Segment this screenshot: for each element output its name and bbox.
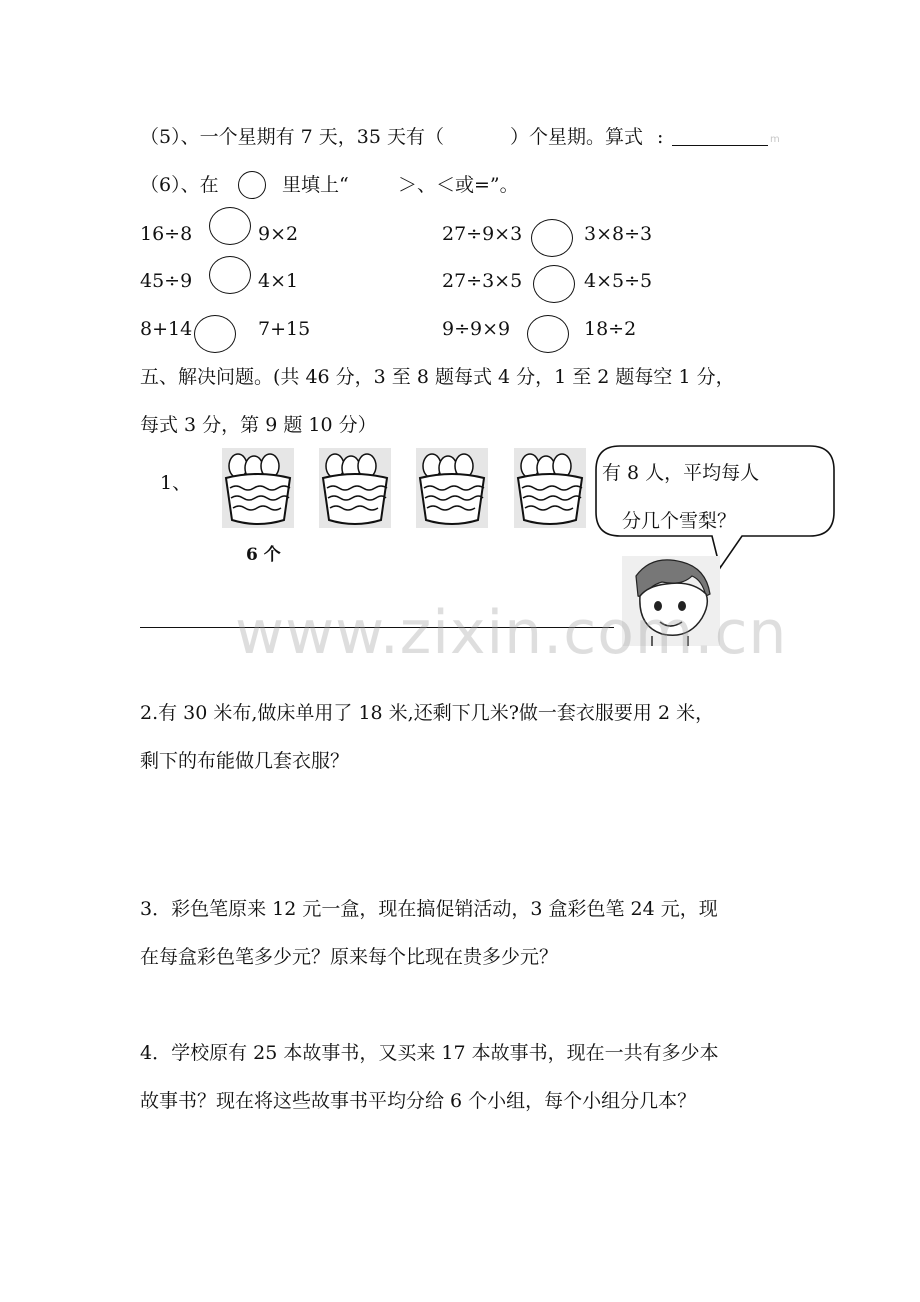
compare-left-1-circle[interactable] (209, 207, 251, 245)
problem3-line2: 在每盒彩色笔多少元？原来每个比现在贵多少元？ (140, 946, 559, 968)
pear-basket-image (416, 448, 488, 528)
compare-right-3-b: 18÷2 (584, 318, 637, 340)
problem4-line2: 故事书？现在将这些故事书平均分给 6 个小组，每个小组分几本？ (140, 1090, 697, 1112)
compare-right-2-a: 27÷3×5 (442, 270, 523, 292)
compare-right-3-circle[interactable] (527, 315, 569, 353)
compare-left-2-circle[interactable] (209, 256, 251, 294)
pear-basket-image (319, 448, 391, 528)
problem4-line1: 4．学校原有 25 本故事书，又买来 17 本故事书，现在一共有多少本 (140, 1042, 719, 1064)
q5-prefix: （5）、一个星期有 7 天，35 天有（ (140, 126, 444, 148)
compare-left-1-b: 9×2 (258, 223, 299, 245)
q5-colon: : (657, 126, 664, 148)
section5-heading-line1: 五、解决问题。(共 46 分，3 至 8 题每式 4 分，1 至 2 题每空 1 分， (140, 366, 735, 388)
bubble-text-line1: 有 8 人，平均每人 (602, 462, 760, 484)
compare-right-2-b: 4×5÷5 (584, 270, 653, 292)
compare-left-1-a: 16÷8 (140, 223, 193, 245)
problem2-line1: 2.有 30 米布,做床单用了 18 米,还剩下几米?做一套衣服要用 2 米， (140, 702, 715, 724)
pear-basket-image (514, 448, 586, 528)
q6-symbols: ＞、＜或=”。 (398, 174, 519, 196)
compare-right-2-circle[interactable] (533, 265, 575, 303)
problem3-line1: 3．彩色笔原来 12 元一盒，现在搞促销活动，3 盒彩色笔 24 元，现 (140, 898, 718, 920)
problem2-line2: 剩下的布能做几套衣服？ (140, 750, 350, 772)
compare-right-1-circle[interactable] (531, 219, 573, 257)
problem1-number: 1、 (160, 472, 192, 494)
bubble-text-line2: 分几个雪梨？ (622, 510, 737, 532)
site-watermark: www.zixin.com.cn (235, 598, 788, 668)
q6-example-circle (238, 171, 266, 199)
pear-basket-image (222, 448, 294, 528)
compare-left-3-b: 7+15 (258, 318, 311, 340)
q6-suffix: 里填上“ (282, 174, 349, 196)
basket-count-label: 6 个 (246, 545, 281, 565)
compare-left-3-circle[interactable] (194, 315, 236, 353)
compare-left-2-b: 4×1 (258, 270, 299, 292)
q6-prefix: （6）、在 (140, 174, 219, 196)
q5-suffix: ）个星期。算式 (510, 126, 644, 148)
compare-right-1-b: 3×8÷3 (584, 223, 653, 245)
compare-left-3-a: 8+14 (140, 318, 193, 340)
section5-heading-line2: 每式 3 分，第 9 题 10 分） (140, 414, 377, 436)
q5-answer-blank[interactable] (672, 145, 768, 146)
compare-right-1-a: 27÷9×3 (442, 223, 523, 245)
compare-left-2-a: 45÷9 (140, 270, 193, 292)
speech-bubble (592, 442, 840, 572)
compare-right-3-a: 9÷9×9 (442, 318, 511, 340)
watermark-fragment: m (770, 134, 780, 145)
